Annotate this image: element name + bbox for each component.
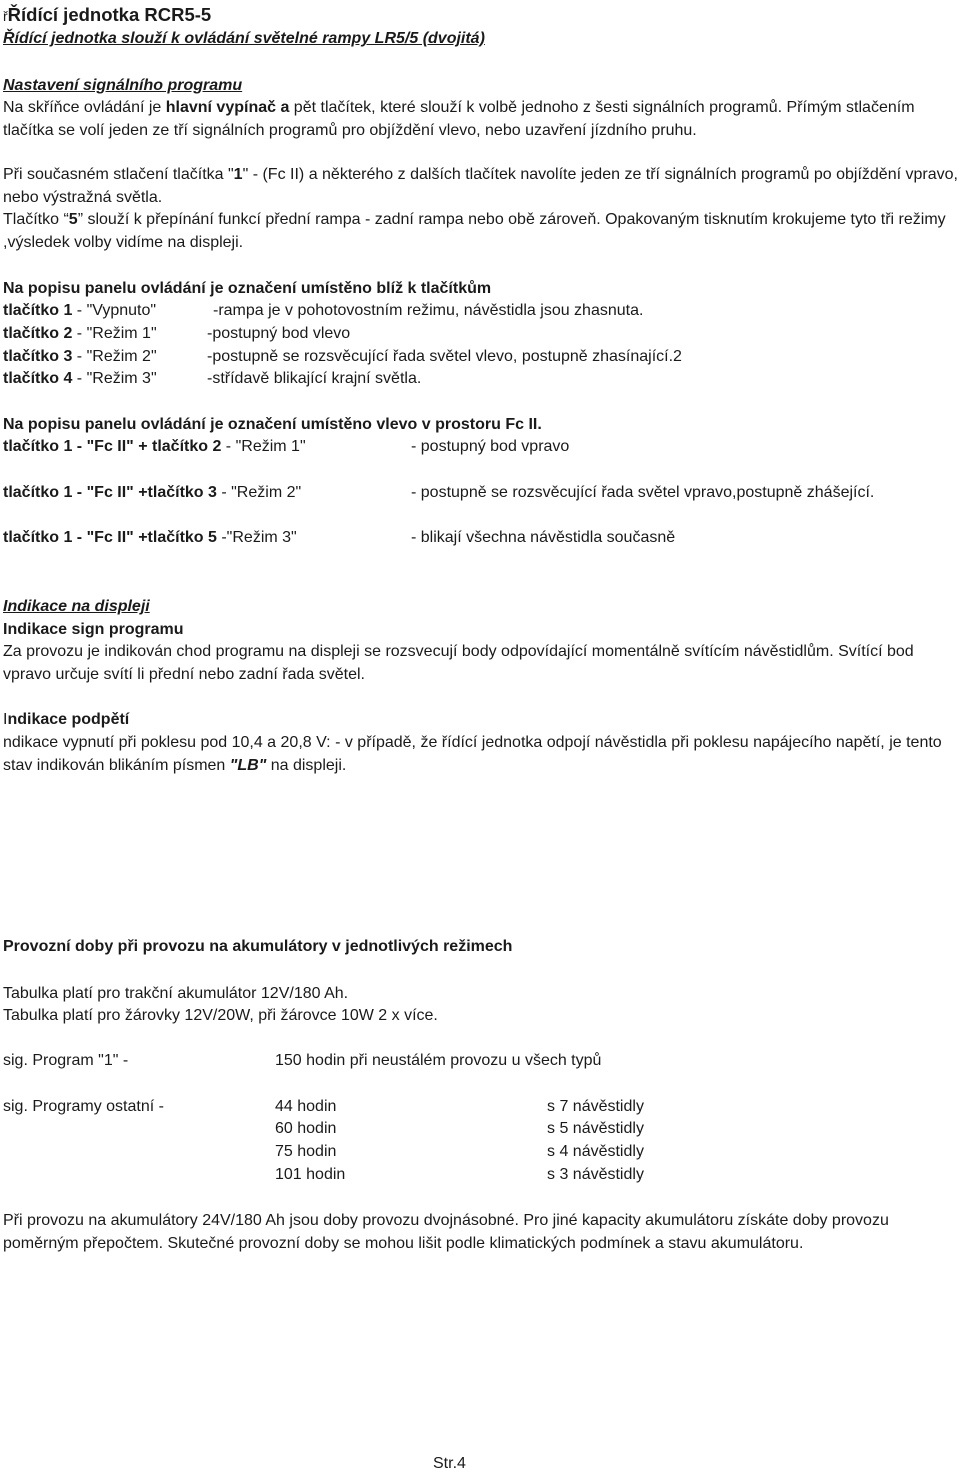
battery-note-2: Tabulka platí pro žárovky 12V/20W, při žárovce 10W 2 x více.: [3, 1007, 438, 1024]
runtime-hours-3: 75 hodin: [275, 1143, 337, 1160]
battery-footer-note: Při provozu na akumulátory 24V/180 Ah jsou doby provozu dvojnásobné. Pro jiné kapacity akumulátoru získáte doby provozu poměrným přepočtem. Skutečné provozní doby se mohou lišit podle klimatických podmínek a stavu akumulátoru.: [3, 1212, 889, 1252]
display-heading: Indikace na displeji: [3, 598, 150, 615]
button-row-2: tlačítko 2 - "Režim 1" -postupný bod vlevo: [3, 325, 351, 342]
program-setup-paragraph-1: Na skříňce ovládání je hlavní vypínač a pět tlačítek, které slouží k volbě jednoho z šesti signálních programů. Přímým stlačením tlačítka se volí jeden ze tří signálních programů pro objíždění vlevo, nebo uzavření jízdního pruhu.: [3, 99, 915, 139]
other-programs-label: sig. Programy ostatní -: [3, 1098, 164, 1115]
program1-label: sig. Program "1" -: [3, 1052, 129, 1069]
fc-row-2: tlačítko 1 - "Fc II" +tlačítko 3 - "Režim 2" - postupně se rozsvěcující řada světel vpravo,postupně zhášející.: [3, 484, 875, 501]
runtime-lamps-3: s 4 návěstidly: [547, 1143, 644, 1160]
button-row-3: tlačítko 3 - "Režim 2" -postupně se rozsvěcující řada světel vlevo, postupně zhasínající.2: [3, 348, 682, 365]
runtime-lamps-4: s 3 návěstidly: [547, 1166, 644, 1183]
runtime-hours-1: 44 hodin: [275, 1098, 337, 1115]
button-row-4: tlačítko 4 - "Režim 3" -střídavě blikající krajní světla.: [3, 370, 422, 387]
display-subheading-program: Indikace sign programu: [3, 621, 184, 638]
fc-row-3: tlačítko 1 - "Fc II" +tlačítko 5 -"Režim 3" - blikají všechna návěstidla současně: [3, 529, 676, 546]
page-number: Str.4: [433, 1455, 466, 1472]
display-paragraph-program: Za provozu je indikován chod programu na displeji se rozsvecují body odpovídající momentálně svítícím návěstidlům. Svítící bod vpravo určuje svítí li přední nebo zadní řada světel.: [3, 643, 914, 683]
fc-row-1: tlačítko 1 - "Fc II" + tlačítko 2 - "Režim 1" - postupný bod vpravo: [3, 438, 570, 455]
program-setup-heading: Nastavení signálního programu: [3, 77, 243, 94]
runtime-hours-2: 60 hodin: [275, 1120, 337, 1137]
display-subheading-undervoltage: Indikace podpětí: [3, 711, 130, 728]
document-subtitle: Řídící jednotka slouží k ovládání světelné rampy LR5/5 (dvojitá): [3, 30, 485, 47]
left-buttons-heading: Na popisu panelu ovládání je označení umístěno blíž k tlačítkům: [3, 280, 492, 297]
button-row-1: tlačítko 1 - "Vypnuto" -rampa je v pohotovostním režimu, návěstidla jsou zhasnuta.: [3, 302, 644, 319]
program1-value: 150 hodin při neustálém provozu u všech typů: [275, 1052, 602, 1069]
battery-note-1: Tabulka platí pro trakční akumulátor 12V/180 Ah.: [3, 985, 349, 1002]
battery-heading: Provozní doby při provozu na akumulátory v jednotlivých režimech: [3, 938, 513, 955]
document-title: řŘídící jednotka RCR5-5: [3, 4, 212, 25]
runtime-hours-4: 101 hodin: [275, 1166, 346, 1183]
runtime-lamps-2: s 5 návěstidly: [547, 1120, 644, 1137]
display-paragraph-undervoltage: ndikace vypnutí při poklesu pod 10,4 a 20,8 V: - v případě, že řídící jednotka odpojí návěstidla při poklesu napájecího napětí, je tento stav indikován blikáním písmen "LB" na displeji.: [3, 734, 942, 774]
program-setup-paragraph-3: Tlačítko “5” slouží k přepínání funkcí přední rampa - zadní rampa nebo obě zároveň. Opakovaným tisknutím krokujeme tyto tři režimy ,výsledek volby vidíme na displeji.: [3, 211, 946, 251]
fc-buttons-heading: Na popisu panelu ovládání je označení umístěno vlevo v prostoru Fc II.: [3, 416, 542, 433]
program-setup-paragraph-2: Při současném stlačení tlačítka "1" - (Fc II) a některého z dalších tlačítek navolíte jeden ze tří signálních programů po objíždění vpravo, nebo výstražná světla.: [3, 166, 958, 206]
runtime-lamps-1: s 7 návěstidly: [547, 1098, 644, 1115]
